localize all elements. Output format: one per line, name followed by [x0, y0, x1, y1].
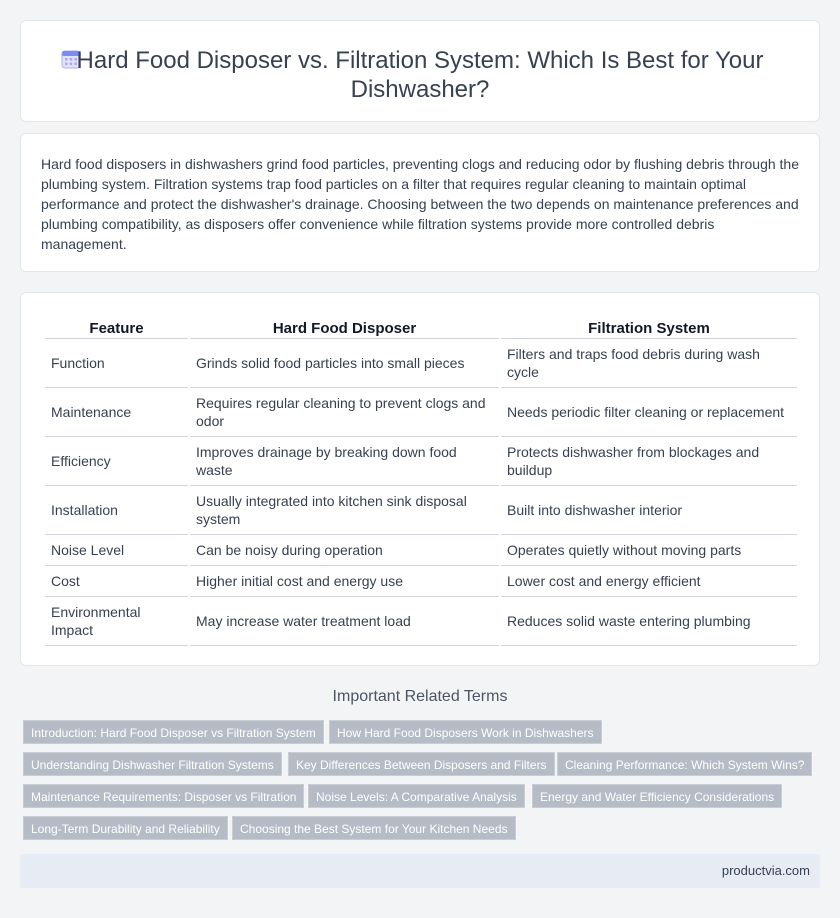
disposer-cell: Higher initial cost and energy use	[190, 566, 499, 597]
disposer-cell: Requires regular cleaning to prevent clogs and odor	[190, 388, 499, 437]
related-term-tag[interactable]: Choosing the Best System for Your Kitchen Needs	[232, 816, 516, 840]
disposer-cell: Improves drainage by breaking down food waste	[190, 437, 499, 486]
feature-cell: Installation	[45, 486, 188, 535]
disposer-cell: Usually integrated into kitchen sink disposal system	[190, 486, 499, 535]
feature-cell: Efficiency	[45, 437, 188, 486]
related-terms-title: Important Related Terms	[332, 688, 508, 705]
related-term-tag[interactable]: Maintenance Requirements: Disposer vs Filtration	[23, 784, 304, 808]
filtration-cell: Built into dishwasher interior	[501, 486, 797, 535]
filtration-cell: Filters and traps food debris during wash cycle	[501, 339, 797, 388]
related-term-tag[interactable]: Long-Term Durability and Reliability	[23, 816, 228, 840]
table-row	[45, 339, 797, 388]
page-title: Hard Food Disposer vs. Filtration System: Which Is Best for Your Dishwasher?	[76, 47, 764, 103]
intro-paragraph: Hard food disposers in dishwashers grind food particles, preventing clogs and reducing odor by flushing debris through the plumbing system. Filtration systems trap food particles on a filter that requires regular cleaning to maintain optimal performance and protect the dishwasher's drainage. Choosing between the two depends on maintenance preferences and plumbing compatibility, as disposers offer convenience while filtration systems provide more controlled debris management.	[41, 156, 800, 252]
related-term-tag[interactable]: Noise Levels: A Comparative Analysis	[308, 784, 525, 808]
disposer-cell: Grinds solid food particles into small pieces	[190, 339, 499, 388]
intro-card	[20, 133, 820, 272]
related-term-tag[interactable]: Key Differences Between Disposers and Filters	[288, 752, 555, 776]
comparison-table	[43, 317, 799, 646]
header-card	[20, 20, 820, 122]
feature-cell: Function	[45, 339, 188, 388]
table-row	[45, 486, 797, 535]
table-row	[45, 566, 797, 597]
disposer-cell: Can be noisy during operation	[190, 535, 499, 566]
related-term-tag[interactable]: Energy and Water Efficiency Considerations	[532, 784, 782, 808]
footer-site-link[interactable]: productvia.com	[721, 863, 810, 878]
feature-cell: Environmental Impact	[45, 597, 188, 646]
comparison-card	[20, 292, 820, 666]
header-feature: Feature	[45, 317, 188, 339]
filtration-cell: Operates quietly without moving parts	[501, 535, 797, 566]
header-hard-food-disposer: Hard Food Disposer	[190, 317, 499, 339]
feature-cell: Maintenance	[45, 388, 188, 437]
related-term-tag[interactable]: How Hard Food Disposers Work in Dishwashers	[329, 720, 602, 744]
footer	[20, 854, 820, 888]
table-row	[45, 597, 797, 646]
filtration-cell: Protects dishwasher from blockages and buildup	[501, 437, 797, 486]
filtration-cell: Reduces solid waste entering plumbing	[501, 597, 797, 646]
related-term-tag[interactable]: Introduction: Hard Food Disposer vs Filtration System	[23, 720, 324, 744]
filtration-cell: Needs periodic filter cleaning or replacement	[501, 388, 797, 437]
related-term-tag[interactable]: Cleaning Performance: Which System Wins?	[557, 752, 812, 776]
feature-cell: Noise Level	[45, 535, 188, 566]
feature-cell: Cost	[45, 566, 188, 597]
header-filtration-system: Filtration System	[501, 317, 797, 339]
related-term-tag[interactable]: Understanding Dishwasher Filtration Systems	[23, 752, 282, 776]
table-row	[45, 437, 797, 486]
filtration-cell: Lower cost and energy efficient	[501, 566, 797, 597]
table-header-row	[45, 317, 797, 339]
table-row	[45, 535, 797, 566]
disposer-cell: May increase water treatment load	[190, 597, 499, 646]
table-row	[45, 388, 797, 437]
